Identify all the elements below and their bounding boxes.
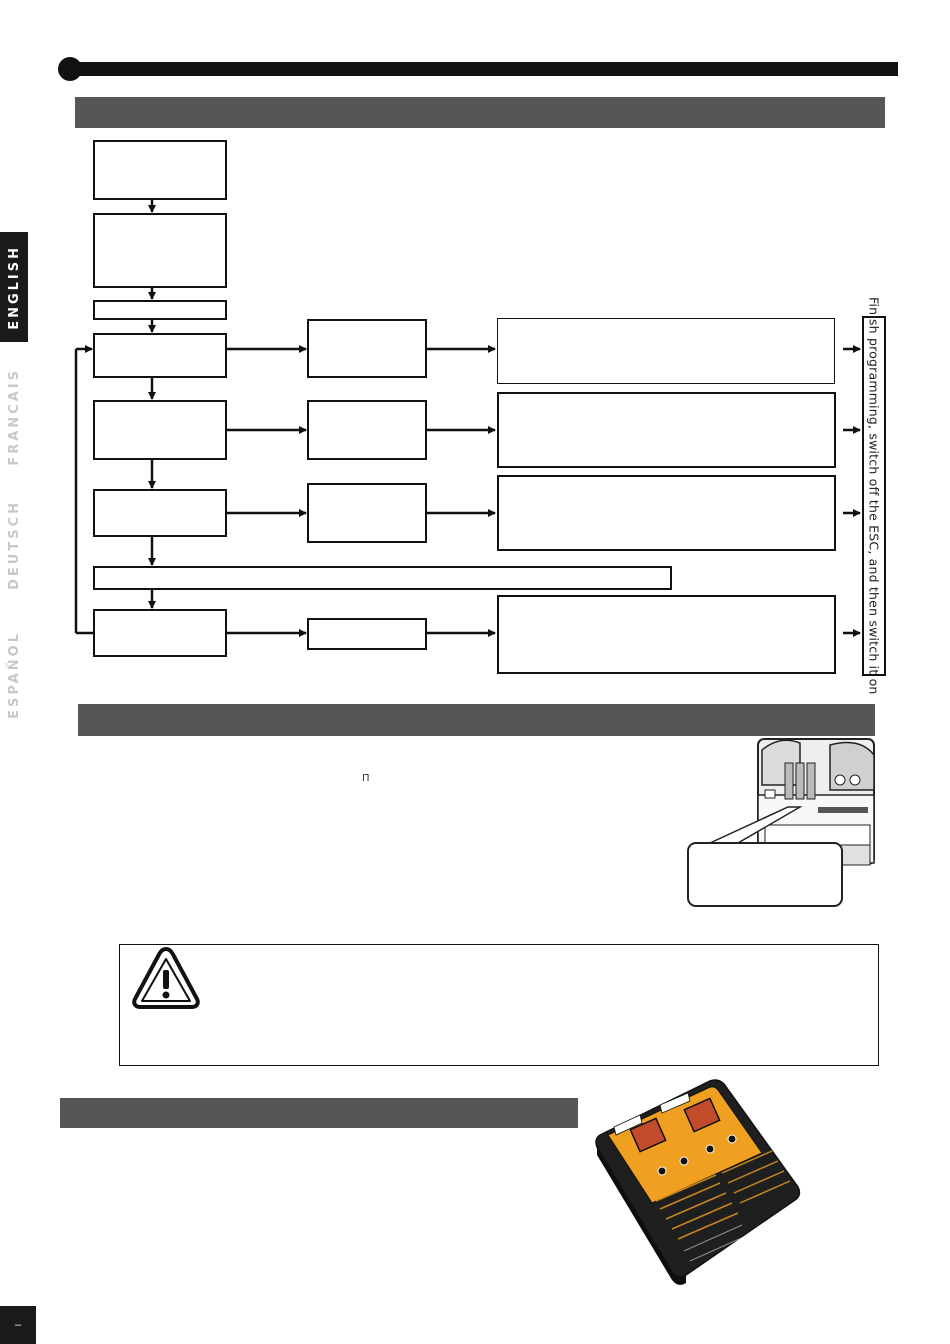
program-card-image [592,1075,804,1290]
lang-tab-espanol[interactable]: ESPAÑOL [0,620,28,730]
flow-finish-note: Finish programming, switch off the ESC, and then switch it on [862,316,886,676]
page-number-marker: – [0,1306,36,1344]
section-bar-program-card [60,1098,578,1128]
warning-box [119,944,879,1066]
warning-triangle-icon [130,945,202,1011]
connector-mark: Π [362,773,370,784]
esc-connector-image [680,735,880,915]
lang-tab-francais[interactable]: FRANCAIS [0,362,28,472]
lang-tab-english[interactable]: ENGLISH [0,232,28,342]
section-bar-connection [78,704,875,736]
lang-tab-deutsch[interactable]: DEUTSCH [0,490,28,600]
